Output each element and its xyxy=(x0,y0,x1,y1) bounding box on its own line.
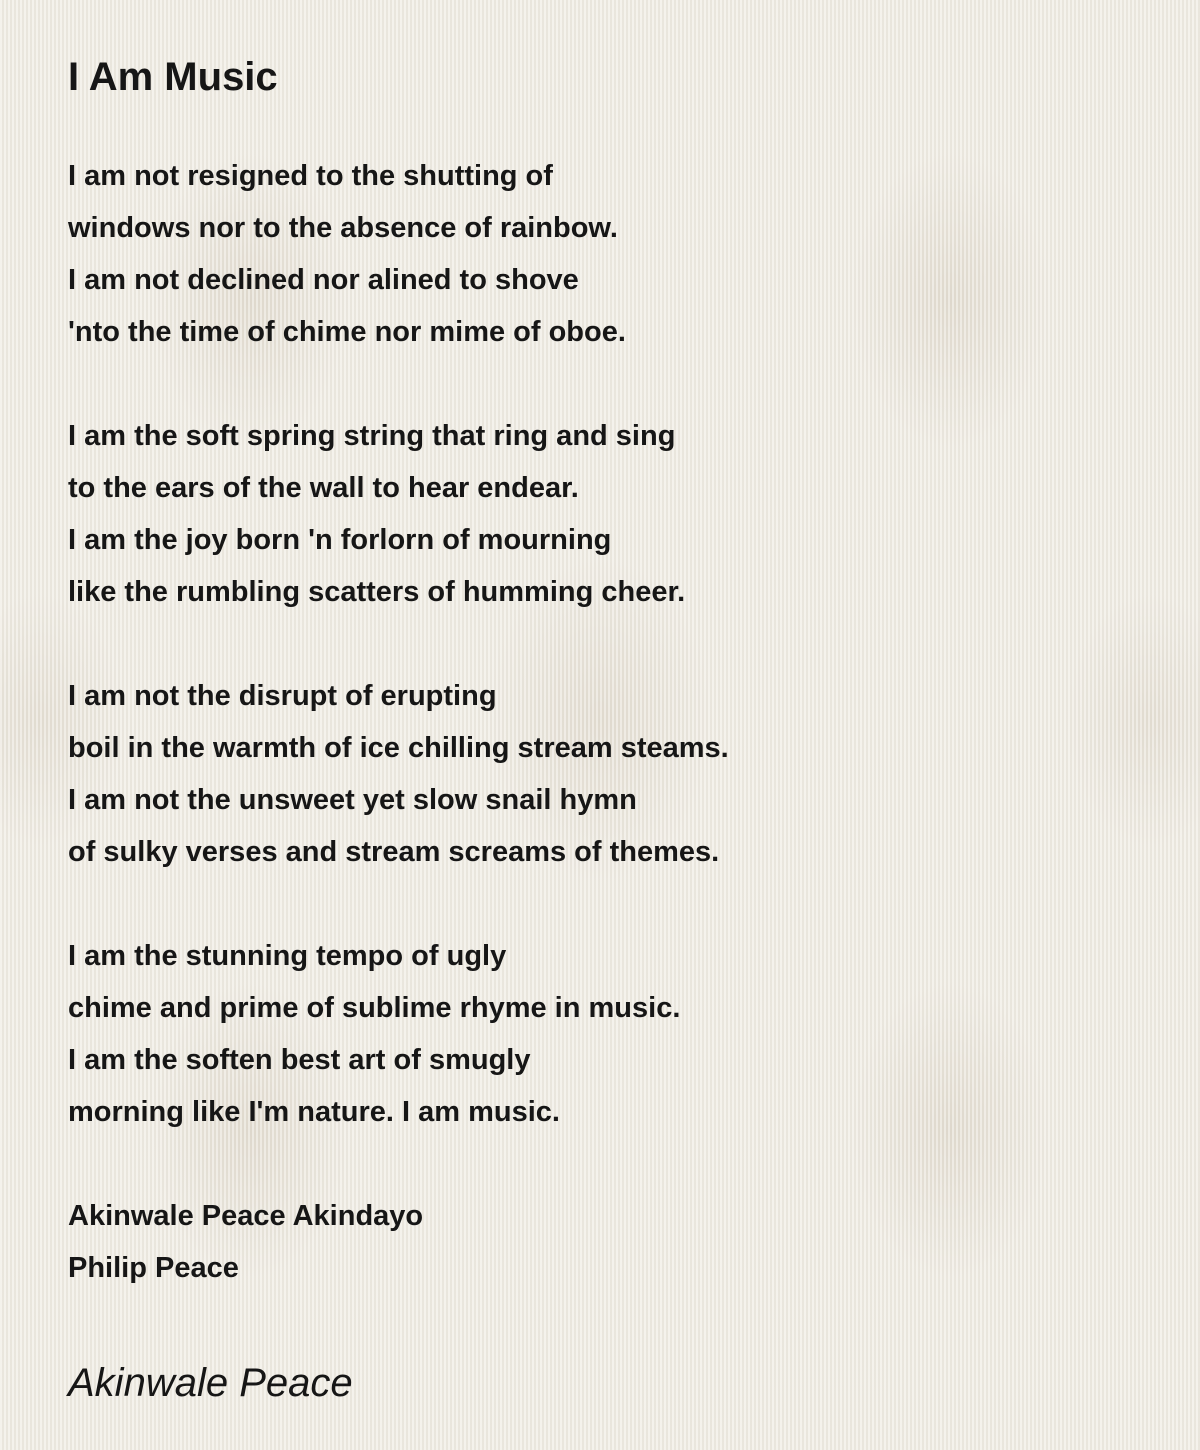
poem-line: boil in the warmth of ice chilling stream steams. xyxy=(68,732,729,764)
stanza-3 xyxy=(68,670,1148,878)
poem-line: chime and prime of sublime rhyme in music. xyxy=(68,992,681,1024)
author-name: Akinwale Peace xyxy=(68,1361,353,1405)
poem-line: to the ears of the wall to hear endear. xyxy=(68,472,579,504)
poem-page xyxy=(68,52,1148,1408)
poem-line: I am not declined nor alined to shove xyxy=(68,264,579,296)
signature-line: Akinwale Peace Akindayo xyxy=(68,1200,424,1232)
poem-line: like the rumbling scatters of humming cheer. xyxy=(68,576,686,608)
poem-line: I am the joy born 'n forlorn of mourning xyxy=(68,524,612,556)
poem-line: I am not the disrupt of erupting xyxy=(68,680,497,712)
poem-line: I am the soft spring string that ring and sing xyxy=(68,420,676,452)
poem-line: 'nto the time of chime nor mime of oboe. xyxy=(68,316,626,348)
poem-line: I am not the unsweet yet slow snail hymn xyxy=(68,784,637,816)
poem-line: morning like I'm nature. I am music. xyxy=(68,1096,560,1128)
stanza-1 xyxy=(68,150,1148,358)
poem-line: I am the soften best art of smugly xyxy=(68,1044,531,1076)
poem-title: I Am Music xyxy=(68,55,278,99)
poem-line: windows nor to the absence of rainbow. xyxy=(68,212,618,244)
signature-line: Philip Peace xyxy=(68,1252,239,1284)
signature-block xyxy=(68,1190,1148,1294)
poem-line: of sulky verses and stream screams of themes. xyxy=(68,836,720,868)
stanza-4 xyxy=(68,930,1148,1138)
stanza-2 xyxy=(68,410,1148,618)
poem-line: I am not resigned to the shutting of xyxy=(68,160,553,192)
poem-body xyxy=(68,150,1148,1294)
poem-line: I am the stunning tempo of ugly xyxy=(68,940,507,972)
